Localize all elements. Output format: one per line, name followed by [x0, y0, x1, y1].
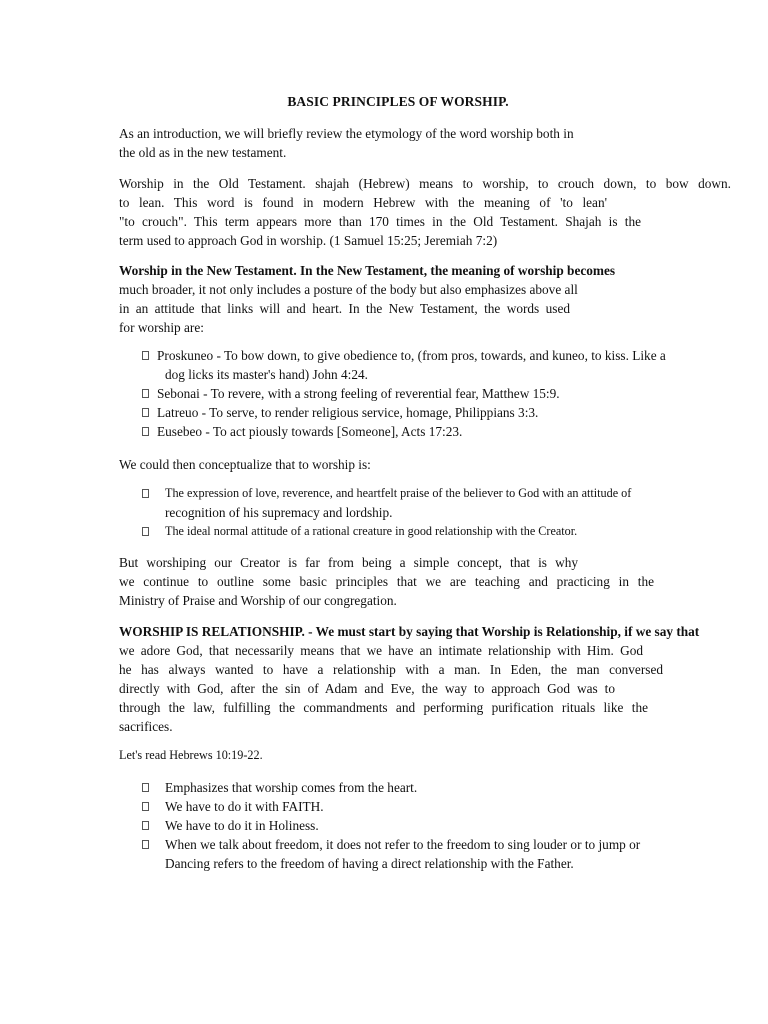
- checkbox-bullet-icon: [142, 527, 149, 536]
- list-item-continuation: recognition of his supremacy and lordship.: [165, 505, 393, 520]
- checkbox-bullet-icon: [142, 783, 149, 792]
- worship-words-list: [142, 346, 666, 441]
- relationship-heading-line: WORSHIP IS RELATIONSHIP. - We must start by saying that Worship is Relationship, if we say that: [119, 624, 700, 639]
- old-testament-line: term used to approach God in worship. (1 Samuel 15:25; Jeremiah 7:2): [119, 233, 498, 248]
- new-testament-line: much broader, it not only includes a posture of the body but also emphasizes above all: [119, 282, 578, 297]
- list-item-text: We have to do it in Holiness.: [165, 818, 319, 833]
- checkbox-bullet-icon: [142, 821, 149, 830]
- old-testament-line: "to crouch". This term appears more than 170 times in the Old Testament. Shajah is the: [119, 214, 641, 229]
- old-testament-line: Worship in the Old Testament. shajah (Hebrew) means to worship, to crouch down, to bow down.: [119, 176, 731, 191]
- list-item: [142, 403, 666, 422]
- relationship-line: he has always wanted to have a relationship with a man. In Eden, the man conversed: [119, 662, 663, 677]
- checkbox-bullet-icon: [142, 427, 149, 436]
- list-item: [142, 835, 640, 873]
- checkbox-bullet-icon: [142, 351, 149, 360]
- relationship-line: directly with God, after the sin of Adam and Eve, the way to approach God was to: [119, 681, 615, 696]
- list-item: [142, 778, 640, 797]
- relationship-line: through the law, fulfilling the commandments and performing purification rituals like the: [119, 700, 648, 715]
- list-item-continuation: Dancing refers to the freedom of having a direct relationship with the Father.: [165, 856, 574, 871]
- list-item-text: We have to do it with FAITH.: [165, 799, 324, 814]
- new-testament-paragraph: [119, 261, 615, 337]
- list-item: [142, 816, 640, 835]
- worship-concept-list: [142, 484, 631, 541]
- but-line: Ministry of Praise and Worship of our congregation.: [119, 593, 397, 608]
- new-testament-heading-line: Worship in the New Testament. In the New Testament, the meaning of worship becomes: [119, 263, 616, 278]
- old-testament-line: to lean. This word is found in modern Hebrew with the meaning of 'to lean': [119, 195, 607, 210]
- list-item: [142, 422, 666, 441]
- conceptualize-line: We could then conceptualize that to worship is:: [119, 457, 371, 472]
- checkbox-bullet-icon: [142, 489, 149, 498]
- list-item-text: Eusebeo - To act piously towards [Someone], Acts 17:23.: [157, 424, 463, 439]
- list-item-continuation: dog licks its master's hand) John 4:24.: [165, 367, 368, 382]
- checkbox-bullet-icon: [142, 802, 149, 811]
- list-item-text: Sebonai - To revere, with a strong feeling of reverential fear, Matthew 15:9.: [157, 386, 560, 401]
- list-item: [142, 346, 666, 384]
- relationship-paragraph: [119, 622, 723, 736]
- checkbox-bullet-icon: [142, 408, 149, 417]
- old-testament-paragraph: [119, 174, 731, 250]
- list-item: [142, 797, 640, 816]
- list-item-text: The expression of love, reverence, and heartfelt praise of the believer to God with an attitude of: [165, 486, 632, 500]
- checkbox-bullet-icon: [142, 389, 149, 398]
- new-testament-line: in an attitude that links will and heart. In the New Testament, the words used: [119, 301, 570, 316]
- list-item-text: The ideal normal attitude of a rational creature in good relationship with the Creator.: [165, 524, 578, 538]
- list-item-text: Proskuneo - To bow down, to give obedience to, (from pros, towards, and kuneo, to kiss. Like a: [157, 348, 666, 363]
- but-line: we continue to outline some basic principles that we are teaching and practicing in the: [119, 574, 654, 589]
- hebrews-reference: [119, 746, 263, 765]
- relationship-line: sacrifices.: [119, 719, 173, 734]
- hebrews-line: Let's read Hebrews 10:19-22.: [119, 748, 263, 762]
- but-line: But worshiping our Creator is far from being a simple concept, that is why: [119, 555, 578, 570]
- list-item-text: Emphasizes that worship comes from the heart.: [165, 780, 418, 795]
- list-item-text: Latreuo - To serve, to render religious service, homage, Philippians 3:3.: [157, 405, 539, 420]
- intro-paragraph: [119, 124, 574, 162]
- but-paragraph: [119, 553, 654, 610]
- list-item: [142, 384, 666, 403]
- relationship-line: we adore God, that necessarily means that we have an intimate relationship with Him. God: [119, 643, 643, 658]
- conceptualize-paragraph: [119, 455, 371, 474]
- intro-line: As an introduction, we will briefly review the etymology of the word worship both in: [119, 126, 574, 141]
- checkbox-bullet-icon: [142, 840, 149, 849]
- document-title: BASIC PRINCIPLES OF WORSHIP.: [287, 94, 509, 109]
- list-item: [142, 484, 631, 522]
- list-item-text: When we talk about freedom, it does not refer to the freedom to sing louder or to jump or: [165, 837, 641, 852]
- intro-line: the old as in the new testament.: [119, 145, 287, 160]
- worship-points-list: [142, 778, 640, 873]
- list-item: [142, 522, 631, 541]
- new-testament-line: for worship are:: [119, 320, 204, 335]
